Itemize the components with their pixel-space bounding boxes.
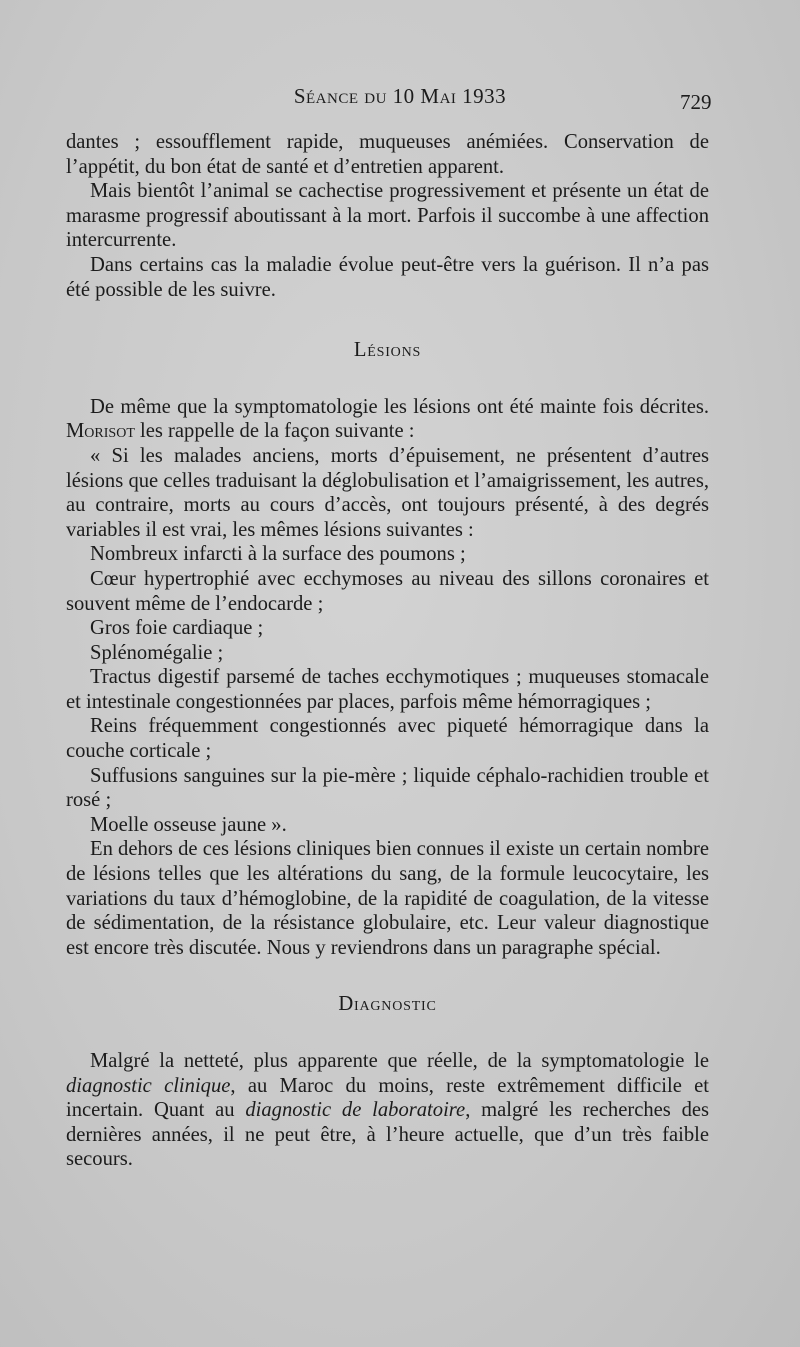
- paragraph: [66, 395, 709, 444]
- quote-paragraph: « Si les malades anciens, morts d’épuisement, ne présentent d’autres lésions que celles traduisant la déglobulisation et l’amaigrissement, les autres, au contraire, morts au cours d’accès, ont toujours présenté, à des degrés variables il est vrai, les mêmes lésions suivantes :: [66, 444, 709, 541]
- quote-paragraph: Moelle osseuse jaune ».: [90, 813, 287, 836]
- paragraph: [66, 1049, 709, 1172]
- text-run: les rappelle de la façon suivante :: [140, 420, 415, 443]
- emphasis: diagnostic clinique: [66, 1074, 231, 1097]
- text-run: , au Maroc du moins, reste extrêmement difficile et incertain. Quant au: [66, 1074, 709, 1122]
- body-text: [66, 130, 709, 1172]
- quote-paragraph: Tractus digestif parsemé de taches ecchymotiques ; muqueuses stomacale et intestinale congestionnées par places, parfois même hémorragiques ;: [66, 666, 709, 713]
- quote-paragraph: Gros foie cardiaque ;: [90, 617, 264, 640]
- paragraph: En dehors de ces lésions cliniques bien connues il existe un certain nombre de lésions telles que les altérations du sang, de la formule leucocytaire, les variations du taux d’hémoglobine, de la rapidité de coagulation, de la vitesse de sédimentation, de la résistance globulaire, etc. Leur valeur diagnostique est encore très discutée. Nous y reviendrons dans un paragraphe spécial.: [66, 838, 709, 959]
- quote-paragraph: Suffusions sanguines sur la pie-mère ; liquide céphalo-rachidien trouble et rosé ;: [66, 764, 709, 812]
- quote-paragraph: Splénomégalie ;: [90, 641, 224, 664]
- text-run: De même que la symptomatologie les lésions ont été mainte fois décrites.: [90, 395, 709, 418]
- quote-paragraph: Nombreux infarcti à la surface des poumons ;: [90, 543, 466, 566]
- paragraph: Mais bientôt l’animal se cachectise progressivement et présente un état de marasme progressif aboutissant à la mort. Parfois il succombe à une affection intercurrente.: [66, 180, 709, 252]
- emphasis: diagnostic de laboratoire: [245, 1099, 466, 1122]
- section-title-lesions: Lésions: [353, 339, 422, 362]
- quote-paragraph: Cœur hypertrophié avec ecchymoses au niveau des sillons coronaires et souvent même de l’endocarde ;: [66, 567, 709, 615]
- text-run: , malgré les recherches des dernières années, il ne peut être, à l’heure actuelle, que d’un très faible secours.: [66, 1099, 710, 1171]
- paragraph: Dans certains cas la maladie évolue peut-être vers la guérison. Il n’a pas été possible de les suivre.: [66, 253, 709, 301]
- quote-paragraph: Reins fréquemment congestionnés avec piqueté hémorragique dans la couche corticale ;: [66, 715, 709, 763]
- paragraph: dantes ; essoufflement rapide, muqueuses anémiées. Conservation de l’appétit, du bon état de santé et d’entretien apparent.: [66, 131, 709, 178]
- author-name: Morisot: [66, 420, 135, 443]
- text-run: Malgré la netteté, plus apparente que réelle, de la symptomatologie le: [90, 1050, 709, 1072]
- page-number: 729: [680, 90, 712, 114]
- running-head: Séance du 10 Mai 1933: [293, 84, 507, 108]
- section-title-diagnostic: Diagnostic: [338, 993, 437, 1016]
